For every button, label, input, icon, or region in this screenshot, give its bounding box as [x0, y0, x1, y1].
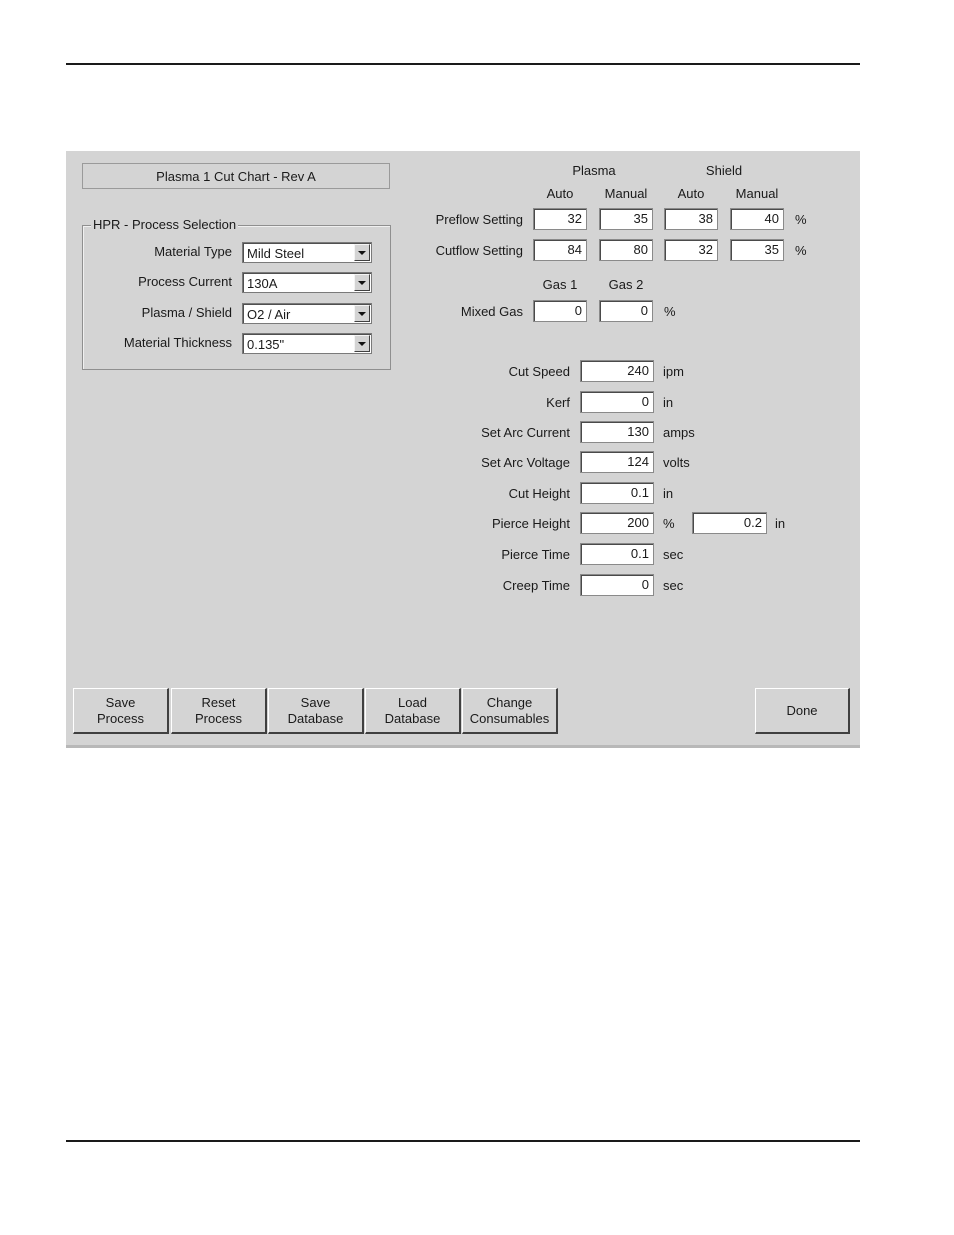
plasma-auto-header: Auto — [546, 186, 574, 201]
chevron-down-icon[interactable] — [354, 274, 370, 291]
cutflow-plasma-auto-field[interactable]: 84 — [533, 239, 587, 261]
material-type-label: Material Type — [154, 244, 232, 259]
shield-header: Shield — [705, 163, 743, 178]
cut-height-field[interactable]: 0.1 — [580, 482, 654, 504]
set-arc-current-unit: amps — [663, 425, 695, 440]
set-arc-voltage-unit: volts — [663, 455, 690, 470]
cut-height-label: Cut Height — [508, 486, 570, 501]
pierce-height-inches-field[interactable]: 0.2 — [692, 512, 767, 534]
plasma-manual-header: Manual — [604, 186, 648, 201]
creep-time-label: Creep Time — [502, 578, 570, 593]
plasma-shield-value: O2 / Air — [247, 307, 291, 322]
plasma-shield-label: Plasma / Shield — [141, 305, 232, 320]
set-arc-voltage-label: Set Arc Voltage — [481, 455, 570, 470]
top-rule — [66, 63, 860, 65]
load-database-button[interactable]: Load Database — [365, 688, 461, 734]
preflow-plasma-manual-field[interactable]: 35 — [599, 208, 653, 230]
material-thickness-label: Material Thickness — [123, 335, 232, 350]
creep-time-unit: sec — [663, 578, 684, 593]
pierce-height-label: Pierce Height — [491, 516, 570, 531]
creep-time-field[interactable]: 0 — [580, 574, 654, 596]
set-arc-voltage-field[interactable]: 124 — [580, 451, 654, 473]
preflow-label: Preflow Setting — [435, 212, 523, 227]
preflow-shield-manual-field[interactable]: 40 — [730, 208, 784, 230]
plasma-header: Plasma — [572, 163, 616, 178]
cut-speed-field[interactable]: 240 — [580, 360, 654, 382]
preflow-plasma-auto-field[interactable]: 32 — [533, 208, 587, 230]
chevron-down-icon[interactable] — [354, 244, 370, 261]
cutflow-label: Cutflow Setting — [435, 243, 523, 258]
mixed-gas-unit: % — [664, 304, 676, 319]
save-process-button[interactable]: Save Process — [73, 688, 169, 734]
mixed-gas2-field[interactable]: 0 — [599, 300, 653, 322]
kerf-unit: in — [663, 395, 674, 410]
cut-speed-unit: ipm — [663, 364, 684, 379]
pierce-height-field[interactable]: 200 — [580, 512, 654, 534]
save-database-button[interactable]: Save Database — [268, 688, 364, 734]
material-thickness-value: 0.135" — [247, 337, 285, 352]
cutflow-plasma-manual-field[interactable]: 80 — [599, 239, 653, 261]
process-current-select[interactable] — [242, 272, 372, 293]
cut-chart-window — [66, 151, 860, 747]
process-current-value: 130A — [247, 276, 278, 291]
gas1-header: Gas 1 — [542, 277, 578, 292]
cutflow-shield-auto-field[interactable]: 32 — [664, 239, 718, 261]
set-arc-current-label: Set Arc Current — [481, 425, 570, 440]
chevron-down-icon[interactable] — [354, 305, 370, 322]
process-current-label: Process Current — [138, 274, 232, 289]
panel-bottom-edge — [66, 745, 860, 748]
bottom-rule — [66, 1140, 860, 1142]
pierce-height-unit: % — [663, 516, 675, 531]
material-type-select[interactable] — [242, 242, 372, 263]
cut-chart-title: Plasma 1 Cut Chart - Rev A — [82, 163, 390, 189]
shield-manual-header: Manual — [735, 186, 779, 201]
mixed-gas-label: Mixed Gas — [460, 304, 523, 319]
gas2-header: Gas 2 — [608, 277, 644, 292]
set-arc-current-field[interactable]: 130 — [580, 421, 654, 443]
material-thickness-select[interactable] — [242, 333, 372, 354]
pierce-time-label: Pierce Time — [501, 547, 570, 562]
chevron-down-icon[interactable] — [354, 335, 370, 352]
done-button[interactable]: Done — [755, 688, 850, 734]
reset-process-button[interactable]: Reset Process — [171, 688, 267, 734]
cut-speed-label: Cut Speed — [508, 364, 570, 379]
process-selection-legend: HPR - Process Selection — [93, 217, 237, 232]
material-type-value: Mild Steel — [247, 246, 305, 261]
pierce-height-inches-unit: in — [775, 516, 786, 531]
cut-height-unit: in — [663, 486, 674, 501]
preflow-shield-auto-field[interactable]: 38 — [664, 208, 718, 230]
process-selection-group — [82, 217, 391, 370]
plasma-shield-select[interactable] — [242, 303, 372, 324]
kerf-field[interactable]: 0 — [580, 391, 654, 413]
cutflow-unit: % — [795, 243, 807, 258]
cutflow-shield-manual-field[interactable]: 35 — [730, 239, 784, 261]
kerf-label: Kerf — [546, 395, 570, 410]
shield-auto-header: Auto — [677, 186, 705, 201]
pierce-time-field[interactable]: 0.1 — [580, 543, 654, 565]
mixed-gas1-field[interactable]: 0 — [533, 300, 587, 322]
preflow-unit: % — [795, 212, 807, 227]
pierce-time-unit: sec — [663, 547, 684, 562]
change-consumables-button[interactable]: Change Consumables — [462, 688, 558, 734]
